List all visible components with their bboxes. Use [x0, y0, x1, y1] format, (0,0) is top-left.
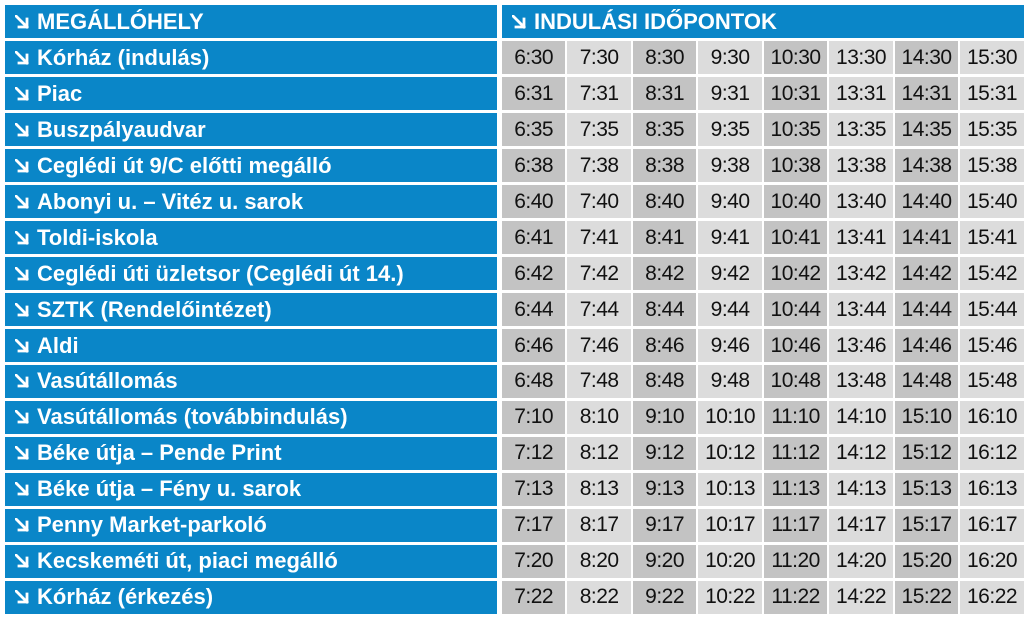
departure-time-cell: 11:12	[764, 437, 827, 470]
arrow-down-right-icon	[512, 15, 526, 29]
stop-name-cell	[5, 77, 497, 110]
arrow-down-right-icon	[15, 303, 29, 317]
departure-time-cell: 8:48	[633, 365, 696, 398]
departure-time-cell: 9:30	[698, 41, 761, 74]
departure-time-cell: 13:41	[829, 221, 892, 254]
departure-time-cell: 13:30	[829, 41, 892, 74]
departure-time-cell: 14:10	[829, 401, 892, 434]
stop-name-cell	[5, 257, 497, 290]
departure-time-cell: 8:22	[567, 581, 630, 614]
departure-time-cell: 13:38	[829, 149, 892, 182]
departure-time-cell: 16:10	[960, 401, 1023, 434]
departure-time-cell: 14:12	[829, 437, 892, 470]
departure-time-cell: 7:10	[502, 401, 565, 434]
departure-time-cell: 14:48	[895, 365, 958, 398]
departure-time-cell: 7:46	[567, 329, 630, 362]
stop-name-cell	[5, 329, 497, 362]
departure-time-cell: 10:42	[764, 257, 827, 290]
departure-time-cell: 11:22	[764, 581, 827, 614]
departure-time-cell: 6:41	[502, 221, 565, 254]
departure-time-cell: 7:12	[502, 437, 565, 470]
departure-time-cell: 10:38	[764, 149, 827, 182]
departure-time-cell: 15:42	[960, 257, 1023, 290]
table-row	[5, 113, 1024, 146]
departure-time-cell: 13:31	[829, 77, 892, 110]
departure-time-cell: 8:31	[633, 77, 696, 110]
departure-time-cell: 9:46	[698, 329, 761, 362]
arrow-down-right-icon	[15, 374, 29, 388]
stop-name-cell	[5, 365, 497, 398]
departure-time-cell: 10:30	[764, 41, 827, 74]
stop-name: Penny Market-parkoló	[37, 512, 267, 538]
header-row	[5, 5, 1024, 38]
stop-name-cell	[5, 509, 497, 542]
departure-time-cell: 15:44	[960, 293, 1023, 326]
departure-time-cell: 10:22	[698, 581, 761, 614]
departure-time-cell: 7:41	[567, 221, 630, 254]
departure-time-cell: 14:17	[829, 509, 892, 542]
departure-time-cell: 15:48	[960, 365, 1023, 398]
arrow-down-right-icon	[15, 87, 29, 101]
departure-time-cell: 8:20	[567, 545, 630, 578]
departure-time-cell: 15:35	[960, 113, 1023, 146]
departure-time-cell: 9:10	[633, 401, 696, 434]
departure-time-cell: 10:13	[698, 473, 761, 506]
departure-time-cell: 8:30	[633, 41, 696, 74]
departure-time-cell: 7:44	[567, 293, 630, 326]
stop-name-cell	[5, 149, 497, 182]
departure-time-cell: 10:35	[764, 113, 827, 146]
arrow-down-right-icon	[15, 518, 29, 532]
stop-column-header	[5, 5, 497, 38]
table-row	[5, 221, 1024, 254]
departure-time-cell: 14:20	[829, 545, 892, 578]
departure-time-cell: 15:38	[960, 149, 1023, 182]
departure-time-cell: 7:35	[567, 113, 630, 146]
table-row	[5, 401, 1024, 434]
departure-time-cell: 9:35	[698, 113, 761, 146]
departure-time-cell: 14:13	[829, 473, 892, 506]
departure-time-cell: 11:20	[764, 545, 827, 578]
table-row	[5, 149, 1024, 182]
stop-name: Abonyi u. – Vitéz u. sarok	[37, 188, 304, 214]
table-row	[5, 365, 1024, 398]
departure-time-cell: 9:31	[698, 77, 761, 110]
departure-time-cell: 6:35	[502, 113, 565, 146]
table-row	[5, 473, 1024, 506]
departure-time-cell: 8:41	[633, 221, 696, 254]
departure-time-cell: 10:44	[764, 293, 827, 326]
departure-time-cell: 13:40	[829, 185, 892, 218]
table-row	[5, 185, 1024, 218]
stop-name: Kórház (érkezés)	[37, 584, 214, 610]
departure-time-cell: 15:20	[895, 545, 958, 578]
stop-name-cell	[5, 401, 497, 434]
departure-time-cell: 13:46	[829, 329, 892, 362]
stop-name: Ceglédi út 9/C előtti megálló	[37, 152, 332, 178]
departure-time-cell: 6:30	[502, 41, 565, 74]
departure-time-cell: 11:10	[764, 401, 827, 434]
stop-name: Ceglédi úti üzletsor (Ceglédi út 14.)	[37, 260, 404, 286]
stop-name-cell	[5, 293, 497, 326]
departure-time-cell: 9:22	[633, 581, 696, 614]
departure-time-cell: 14:41	[895, 221, 958, 254]
table-row	[5, 437, 1024, 470]
stop-name-cell	[5, 545, 497, 578]
departure-time-cell: 9:20	[633, 545, 696, 578]
departure-time-cell: 7:30	[567, 41, 630, 74]
table-row	[5, 257, 1024, 290]
departure-time-cell: 10:31	[764, 77, 827, 110]
departure-time-cell: 9:12	[633, 437, 696, 470]
departure-time-cell: 10:40	[764, 185, 827, 218]
departure-time-cell: 8:42	[633, 257, 696, 290]
departure-time-cell: 14:44	[895, 293, 958, 326]
departure-time-cell: 10:41	[764, 221, 827, 254]
stop-name-cell	[5, 185, 497, 218]
stop-name-cell	[5, 41, 497, 74]
arrow-down-right-icon	[15, 123, 29, 137]
departure-time-cell: 7:38	[567, 149, 630, 182]
departure-time-cell: 16:22	[960, 581, 1023, 614]
departure-time-cell: 14:31	[895, 77, 958, 110]
departure-time-cell: 15:17	[895, 509, 958, 542]
arrow-down-right-icon	[15, 15, 29, 29]
stop-name-cell	[5, 113, 497, 146]
departure-time-cell: 13:48	[829, 365, 892, 398]
departure-time-cell: 9:48	[698, 365, 761, 398]
departure-time-cell: 8:12	[567, 437, 630, 470]
table-row	[5, 77, 1024, 110]
stop-column-title: MEGÁLLÓHELY	[37, 8, 204, 34]
departure-time-cell: 9:17	[633, 509, 696, 542]
table-row	[5, 581, 1024, 614]
departure-time-cell: 15:22	[895, 581, 958, 614]
departure-time-cell: 7:13	[502, 473, 565, 506]
stop-name: Béke útja – Pende Print	[37, 440, 282, 466]
departure-time-cell: 16:13	[960, 473, 1023, 506]
departure-time-cell: 14:40	[895, 185, 958, 218]
departure-time-cell: 6:40	[502, 185, 565, 218]
departure-time-cell: 6:44	[502, 293, 565, 326]
stop-name: Kórház (indulás)	[37, 44, 210, 70]
arrow-down-right-icon	[15, 51, 29, 65]
departure-time-cell: 15:46	[960, 329, 1023, 362]
stop-name: Aldi	[37, 332, 79, 358]
departure-time-cell: 10:17	[698, 509, 761, 542]
stop-name-cell	[5, 437, 497, 470]
stop-name: Vasútállomás (továbbindulás)	[37, 404, 348, 430]
table-row	[5, 545, 1024, 578]
timetable	[5, 5, 1024, 617]
departure-time-cell: 15:31	[960, 77, 1023, 110]
departure-time-cell: 10:46	[764, 329, 827, 362]
departure-time-cell: 8:35	[633, 113, 696, 146]
arrow-down-right-icon	[15, 195, 29, 209]
departure-time-cell: 14:42	[895, 257, 958, 290]
departure-time-cell: 14:30	[895, 41, 958, 74]
departure-time-cell: 8:10	[567, 401, 630, 434]
departure-time-cell: 6:46	[502, 329, 565, 362]
arrow-down-right-icon	[15, 554, 29, 568]
table-row	[5, 509, 1024, 542]
departure-time-cell: 16:12	[960, 437, 1023, 470]
departure-time-cell: 10:12	[698, 437, 761, 470]
arrow-down-right-icon	[15, 446, 29, 460]
stop-name: Piac	[37, 80, 83, 106]
stop-name-cell	[5, 221, 497, 254]
departure-time-cell: 9:13	[633, 473, 696, 506]
departure-time-cell: 13:44	[829, 293, 892, 326]
departure-time-cell: 9:42	[698, 257, 761, 290]
table-row	[5, 293, 1024, 326]
departure-time-cell: 15:40	[960, 185, 1023, 218]
departure-time-cell: 8:46	[633, 329, 696, 362]
stop-name: Toldi-iskola	[37, 224, 158, 250]
departure-time-cell: 8:40	[633, 185, 696, 218]
departure-time-cell: 16:20	[960, 545, 1023, 578]
departure-time-cell: 6:42	[502, 257, 565, 290]
departure-time-cell: 15:10	[895, 401, 958, 434]
departure-time-cell: 11:17	[764, 509, 827, 542]
departure-time-cell: 8:44	[633, 293, 696, 326]
arrow-down-right-icon	[15, 267, 29, 281]
departure-time-cell: 14:46	[895, 329, 958, 362]
departure-time-cell: 7:20	[502, 545, 565, 578]
departure-time-cell: 14:38	[895, 149, 958, 182]
departure-time-cell: 14:22	[829, 581, 892, 614]
departure-time-cell: 8:17	[567, 509, 630, 542]
stop-name: Béke útja – Fény u. sarok	[37, 476, 302, 502]
table-row	[5, 329, 1024, 362]
departure-time-cell: 14:35	[895, 113, 958, 146]
arrow-down-right-icon	[15, 482, 29, 496]
departure-time-cell: 15:41	[960, 221, 1023, 254]
departure-time-cell: 16:17	[960, 509, 1023, 542]
stop-name-cell	[5, 581, 497, 614]
departure-time-cell: 8:38	[633, 149, 696, 182]
stop-name: Kecskeméti út, piaci megálló	[37, 548, 338, 574]
departure-time-cell: 13:42	[829, 257, 892, 290]
departure-time-cell: 7:40	[567, 185, 630, 218]
departure-time-cell: 11:13	[764, 473, 827, 506]
departure-time-cell: 8:13	[567, 473, 630, 506]
departure-time-cell: 15:12	[895, 437, 958, 470]
stop-name: Vasútállomás	[37, 368, 178, 394]
arrow-down-right-icon	[15, 590, 29, 604]
departure-time-cell: 9:44	[698, 293, 761, 326]
departure-time-cell: 15:13	[895, 473, 958, 506]
departure-time-cell: 7:42	[567, 257, 630, 290]
departure-time-cell: 13:35	[829, 113, 892, 146]
departure-time-cell: 9:40	[698, 185, 761, 218]
departure-time-cell: 7:48	[567, 365, 630, 398]
stop-name-cell	[5, 473, 497, 506]
arrow-down-right-icon	[15, 410, 29, 424]
departure-time-cell: 9:41	[698, 221, 761, 254]
table-row	[5, 41, 1024, 74]
departure-time-cell: 15:30	[960, 41, 1023, 74]
stop-name: Buszpályaudvar	[37, 116, 206, 142]
arrow-down-right-icon	[15, 339, 29, 353]
arrow-down-right-icon	[15, 159, 29, 173]
departure-time-cell: 10:20	[698, 545, 761, 578]
departure-time-cell: 10:48	[764, 365, 827, 398]
stop-name: SZTK (Rendelőintézet)	[37, 296, 272, 322]
times-column-header	[502, 5, 1024, 38]
departure-time-cell: 6:48	[502, 365, 565, 398]
departure-time-cell: 9:38	[698, 149, 761, 182]
departure-time-cell: 10:10	[698, 401, 761, 434]
departure-time-cell: 7:31	[567, 77, 630, 110]
departure-time-cell: 7:22	[502, 581, 565, 614]
arrow-down-right-icon	[15, 231, 29, 245]
departure-time-cell: 7:17	[502, 509, 565, 542]
departure-time-cell: 6:38	[502, 149, 565, 182]
times-column-title: INDULÁSI IDŐPONTOK	[534, 8, 777, 34]
departure-time-cell: 6:31	[502, 77, 565, 110]
